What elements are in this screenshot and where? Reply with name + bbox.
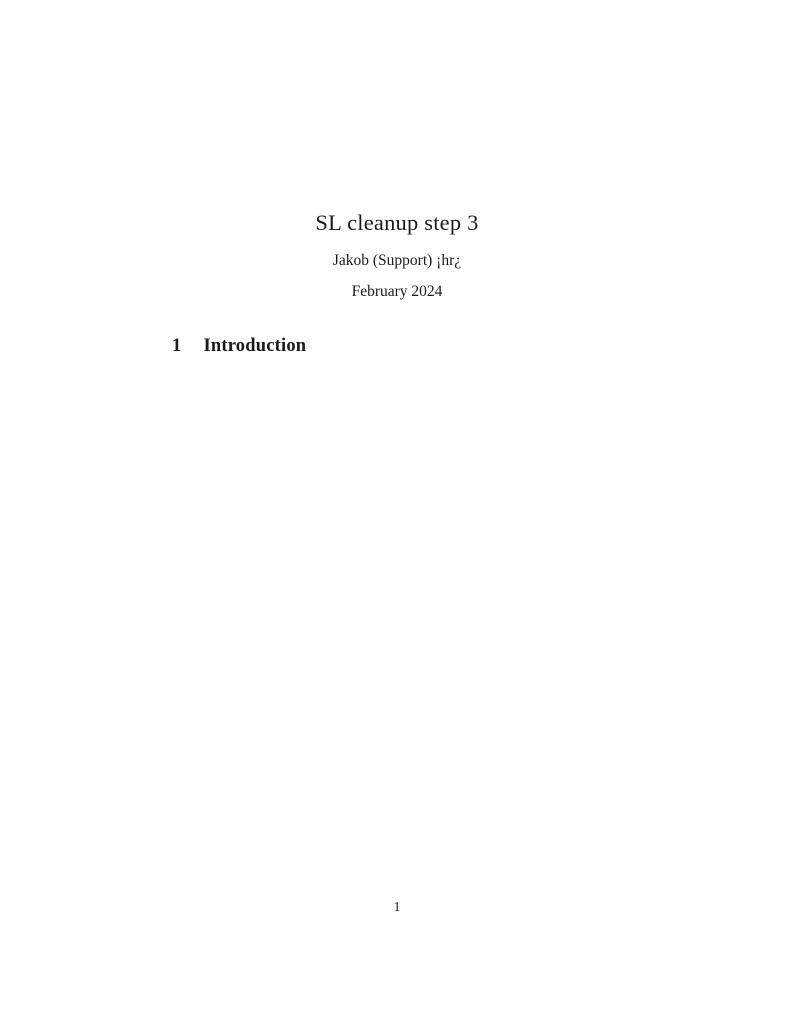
document-title: SL cleanup step 3: [315, 210, 479, 235]
section-heading-introduction: [172, 336, 306, 357]
section-number: 1: [172, 336, 182, 356]
section-title: Introduction: [203, 336, 307, 356]
document-author: Jakob (Support) ¡hr¿: [332, 252, 462, 269]
page-number: 1: [393, 899, 401, 914]
document-date: February 2024: [351, 283, 443, 300]
